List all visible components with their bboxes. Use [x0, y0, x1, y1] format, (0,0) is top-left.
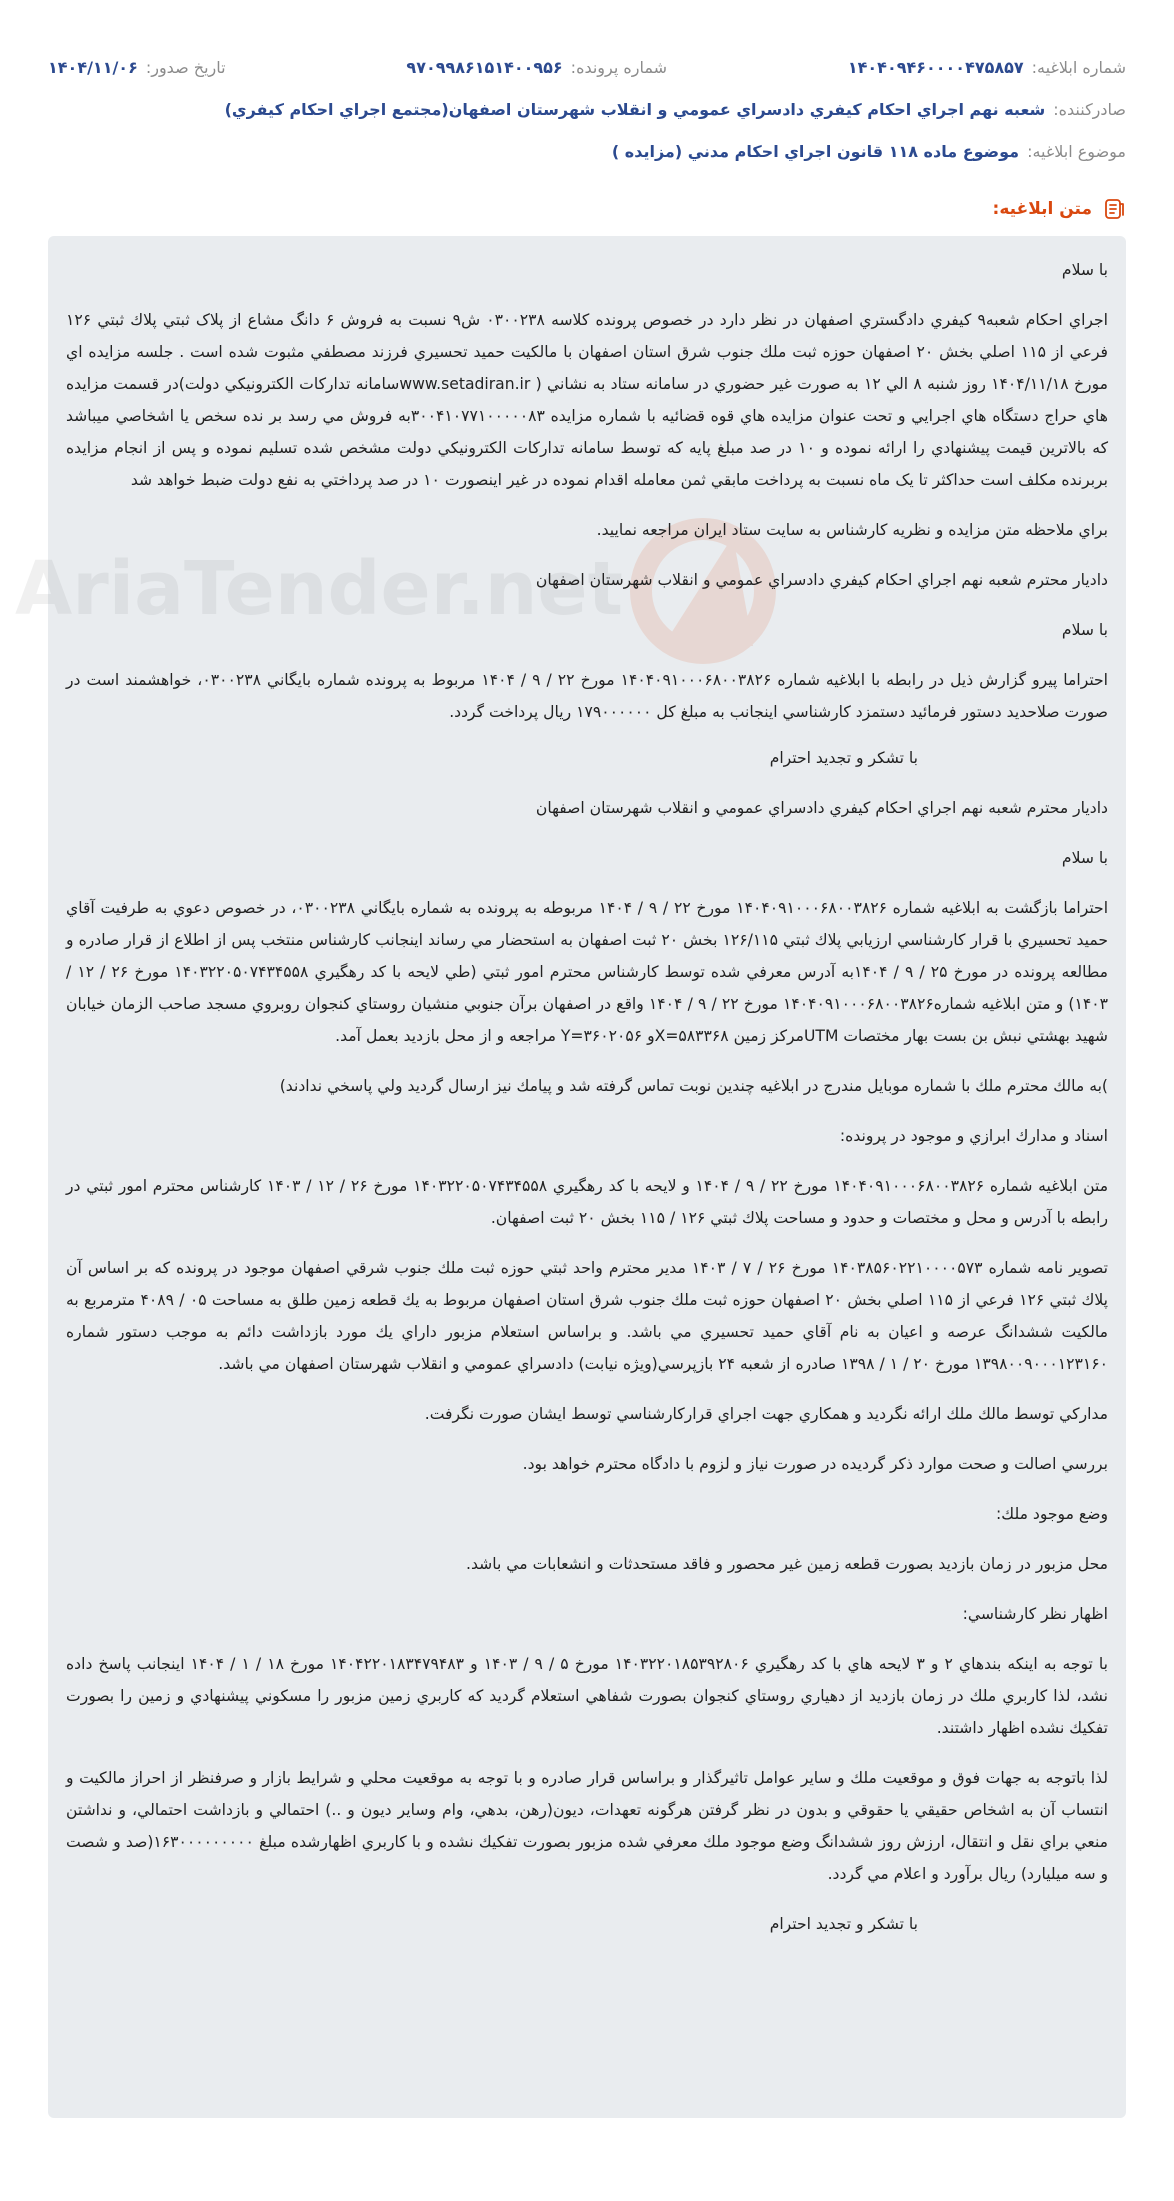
- fee-request: احتراما پيرو گزارش ذيل در رابطه با ابلاغيه شماره ۱۴۰۴۰۹۱۰۰۰۶۸۰۰۳۸۲۶ مورخ ۲۲ / ۹ / ۱۴۰۴ مربوط به پرونده شماره بايگاني ۰۳۰۰۲۳۸، خواهشمند است در صورت صلاحديد دستور فرمائيد دستمزد كارشناسي اينجانب به مبلغ كل ۱۷۹۰۰۰۰۰۰ ريال پرداخت گردد.: [66, 671, 1109, 721]
- subject-row: [48, 136, 1126, 166]
- case-number-value: ۹۷۰۹۹۸۶۱۵۱۴۰۰۹۵۶: [406, 57, 563, 77]
- addressee-1: داديار محترم شعبه نهم اجراي احكام كيفري دادسراي عمومي و انقلاب شهرستان اصفهان: [535, 571, 1108, 589]
- addressee-2: داديار محترم شعبه نهم اجراي احكام كيفري دادسراي عمومي و انقلاب شهرستان اصفهان: [535, 799, 1108, 817]
- watermark-text: AriaTender.net: [14, 546, 623, 632]
- inspection-report: احتراما بازگشت به ابلاغيه شماره ۱۴۰۴۰۹۱۰۰۰۶۸۰۰۳۸۲۶ مورخ ۲۲ / ۹ / ۱۴۰۴ مربوطه به پرونده به شماره بايگاني ۰۳۰۰۲۳۸، در خصوص دعوي به طرفيت آقاي حميد تحسيري با قرار كارشناسي ارزيابي پلاك ثبتي ۱۲۶/۱۱۵ بخش ۲۰ ثبت اصفهان به استحضار مي رساند اينجانب كارشناس منتخب پس از اطلاع از قرار صادره و مطالعه پرونده در مورخ ۲۵ / ۹ / ۱۴۰۴به آدرس معرفي شده توسط كارشناس محترم امور ثبتي (طي لايحه با كد رهگيري ۱۴۰۳۲۲۰۵۰۷۴۳۴۵۵۸ مورخ ۲۶ / ۱۲ / ۱۴۰۳) و متن ابلاغيه شماره۱۴۰۴۰۹۱۰۰۰۶۸۰۰۳۸۲۶ مورخ ۲۲ / ۹ / ۱۴۰۴ واقع در اصفهان برآن جنوبي منشيان روستاي كنجوان روبروي مسجد صاحب الزمان خيابان شهيد بهشتي نبش بن بست بهار مختصات UTMمركز زمين X=۵۸۳۳۶۸و Y=۳۶۰۲۰۵۶ مراجعه و از محل بازديد بعمل آمد.: [66, 899, 1109, 1045]
- expert-opinion-valuation: لذا باتوجه به جهات فوق و موقعيت ملك و ساير عوامل تاثيرگذار و براساس قرار صادره و با توجه به موقعيت محلي و شرايط بازار و صرفنظر از احراز مالكيت و انتساب آن به اشخاص حقيقي يا حقوقي و بدون در نظر گرفتن هرگونه تعهدات، ديون(رهن، بدهي، وام وساير ديون و ..) احتمالي و بازداشت احتمالي، و نداشتن منعي براي نقل و انتقال، ارزش روز ششدانگ وضع موجود ملك معرفي شده مزبور بصورت تفكيك نشده و با كاربري اظهارشده مبلغ ۱۶۳۰۰۰۰۰۰۰۰۰(صد و شصت و سه ميليارد) ريال برآورد و اعلام مي گردد.: [66, 1769, 1109, 1883]
- document-text-icon: [1102, 197, 1126, 221]
- greeting-1: با سلام: [1061, 261, 1108, 279]
- issue-date-value: ۱۴۰۴/۱۱/۰۶: [48, 57, 138, 77]
- case-number-label: شماره پرونده:: [570, 57, 668, 77]
- documents-item-2: تصوير نامه شماره ۱۴۰۳۸۵۶۰۲۲۱۰۰۰۰۵۷۳ مورخ ۲۶ / ۷ / ۱۴۰۳ مدير محترم واحد ثبتي حوزه ثبت ملك جنوب شرقي اصفهان موجود در پرونده كه بر اساس آن پلاك ثبتي ۱۲۶ فرعي از ۱۱۵ اصلي بخش ۲۰ اصفهان حوزه ثبت ملك جنوب شرق استان اصفهان مربوط به يك قطعه زمين طلق به مساحت ۰۵ / ۴۰۸۹ مترمربع به مالكيت ششدانگ عرصه و اعيان به نام آقاي حميد تحسيري مي باشد. و براساس استعلام مزبور داراي يك مورد بازداشت دائم به موجب دستور شماره ۱۳۹۸۰۰۹۰۰۰۱۲۳۱۶۰ مورخ ۲۰ / ۱ / ۱۳۹۸ صادره از شعبه ۲۴ بازپرسي(ويژه نيابت) دادسراي عمومي و انقلاب شهرستان اصفهان مي باشد.: [66, 1259, 1109, 1373]
- issue-date: [48, 58, 226, 77]
- notice-number: [848, 58, 1126, 77]
- notice-body: [14, 236, 1126, 2118]
- greeting-2: با سلام: [1061, 621, 1108, 639]
- documents-item-1: متن ابلاغيه شماره ۱۴۰۴۰۹۱۰۰۰۶۸۰۰۳۸۲۶ مورخ ۲۲ / ۹ / ۱۴۰۴ و لايحه با كد رهگيري ۱۴۰۳۲۲۰۵۰۷۴۳۴۵۵۸ مورخ ۲۶ / ۱۲ / ۱۴۰۳ كارشناس محترم امور ثبتي در رابطه با آدرس و محل و مختصات و حدود و مساحت پلاك ثبتي ۱۲۶ / ۱۱۵ بخش ۲۰ ثبت اصفهان.: [66, 1177, 1109, 1227]
- subject-label: موضوع ابلاغيه:: [1027, 141, 1126, 161]
- notice-number-value: ۱۴۰۴۰۹۴۶۰۰۰۰۴۷۵۸۵۷: [847, 57, 1024, 77]
- setad-reference: براي ملاحظه متن مزايده و نظريه کارشناس به سايت ستاد ايران مراجعه نماييد.: [596, 521, 1108, 539]
- verification-note: بررسي اصالت و صحت موارد ذكر گرديده در صورت نياز و لزوم با دادگاه محترم خواهد بود.: [522, 1455, 1108, 1473]
- issuer-row: [48, 94, 1126, 124]
- property-status-heading: وضع موجود ملك:: [996, 1505, 1108, 1523]
- notice-number-label: شماره ابلاغيه:: [1031, 57, 1126, 77]
- owner-cooperation-note: مداركي توسط مالك ملك ارائه نگرديد و همكاري جهت اجراي قراركارشناسي توسط ايشان صورت نگرفت.: [424, 1405, 1108, 1423]
- auction-announcement: اجراي احکام شعبه۹ کيفري دادگستري اصفهان در نظر دارد در خصوص پرونده کلاسه ۰۳۰۰۲۳۸ ش۹ نسبت به فروش ۶ دانگ مشاع از پلاک ثبتي پلاك ثبتي ۱۲۶ فرعي از ۱۱۵ اصلي بخش ۲۰ اصفهان حوزه ثبت ملك جنوب شرق استان اصفهان با مالکيت حميد تحسيري فرزند مصطفي مثبوت شده است . جلسه مزايده اي مورخ ۱۴۰۴/۱۱/۱۸ روز شنبه ۸ الي ۱۲ به صورت غير حضوري در سامانه ستاد به نشاني ( www.setadiran.irسامانه تدارکات الکترونيکي دولت)در قسمت مزايده هاي حراج دستگاه هاي اجرايي و تحت عنوان مزايده هاي قوه قضائيه با شماره مزايده ۳۰۰۴۱۰۷۷۱۰۰۰۰۰۸۳به فروش مي رسد بر نده سخص يا اشخاصي ميباشد که بالاترين قيمت پيشنهادي را ارائه نموده و ۱۰ در صد مبلغ پايه که توسط سامانه تدارکات الکترونيکي دولت مشخص شده تسليم نموده و پس از انجام مزايده بربرنده مکلف است حداکثر تا يک ماه نسبت به پرداخت مابقي ثمن معامله اقدام نموده در غير اينصورت ۱۰ در صد پرداختي به نفع دولت ضبط خواهد شد: [66, 311, 1109, 489]
- issuer-label: صادرکننده:: [1053, 99, 1126, 119]
- issue-date-label: تاريخ صدور:: [145, 57, 226, 77]
- expert-opinion-heading: اظهار نظر كارشناسي:: [962, 1605, 1108, 1623]
- closing-1: با تشكر و تجديد احترام: [769, 749, 918, 767]
- notice-text-title: متن ابلاغيه:: [992, 199, 1092, 219]
- documents-heading: اسناد و مدارك ابرازي و موجود در پرونده:: [839, 1127, 1108, 1145]
- closing-2: با تشكر و تجديد احترام: [769, 1915, 918, 1933]
- greeting-3: با سلام: [1061, 849, 1108, 867]
- subject-value: موضوع ماده ۱۱۸ قانون اجراي احکام مدني (مزايده ): [611, 141, 1020, 161]
- issuer-value: شعبه نهم اجراي احکام کيفري دادسراي عمومي و انقلاب شهرستان اصفهان(مجتمع اجراي احکام کيفري): [224, 99, 1046, 119]
- notice-meta-row: [48, 52, 1126, 82]
- notice-text-heading: [48, 192, 1126, 226]
- property-status: محل مزبور در زمان بازديد بصورت قطعه زمين غير محصور و فاقد مستحدثات و انشعابات مي باشد.: [466, 1555, 1108, 1573]
- owner-contact-note: )به مالك محترم ملك با شماره موبايل مندرج در ابلاغيه چندين نوبت تماس گرفته شد و پيامك نيز ارسال گرديد ولي پاسخي ندادند): [279, 1077, 1108, 1095]
- expert-opinion-1: با توجه به اينكه بندهاي ۲ و ۳ لايحه هاي با كد رهگيري ۱۴۰۳۲۲۰۱۸۵۳۹۲۸۰۶ مورخ ۵ / ۹ / ۱۴۰۳ و ۱۴۰۴۲۲۰۱۸۳۴۷۹۴۸۳ مورخ ۱۸ / ۱ / ۱۴۰۴ اينجانب پاسخ داده نشد، لذا كاربري ملك در زمان بازديد از دهياري روستاي كنجوان بصورت شفاهي استعلام گرديد كه كاربري زمين مزبور را مسكوني پيشنهادي و زمين را بصورت تفكيك نشده اظهار داشتند.: [66, 1655, 1109, 1737]
- case-number: [406, 58, 667, 77]
